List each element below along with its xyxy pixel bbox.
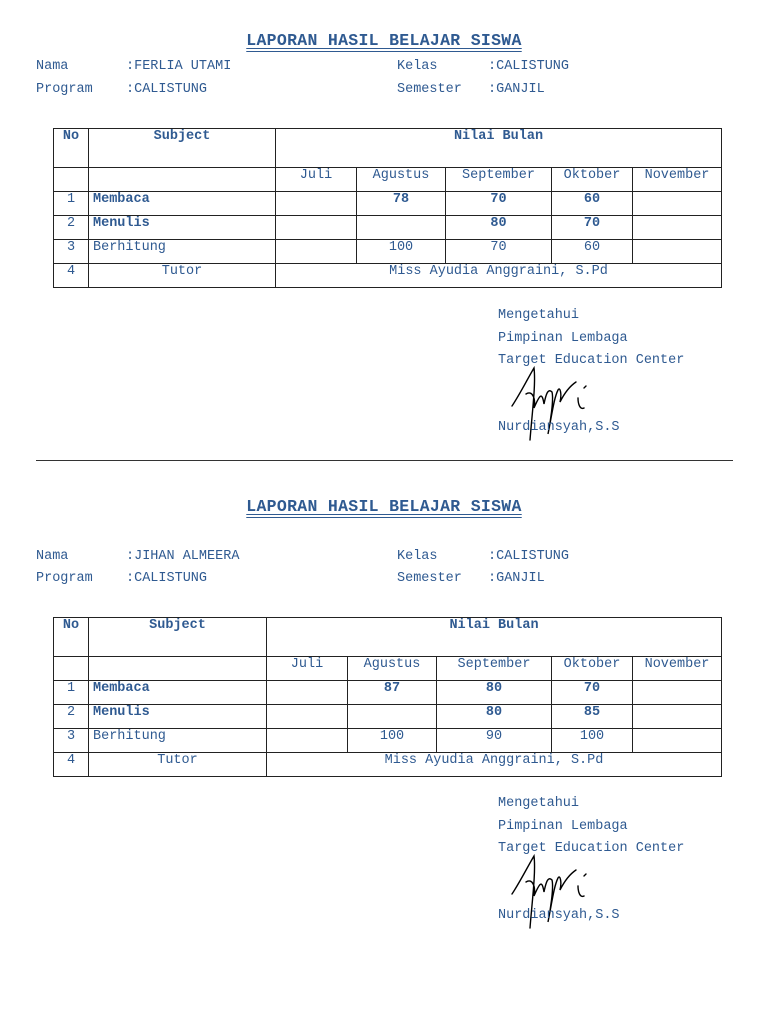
- signer-name: Nurdiansyah,S.S: [498, 908, 620, 923]
- grade-cell: 70: [446, 240, 552, 264]
- row-no: 4: [54, 264, 89, 288]
- grade-cell: [633, 192, 722, 216]
- row-subject: Membaca: [89, 192, 276, 216]
- table-row: [54, 681, 722, 705]
- table-row-tutor: [54, 264, 722, 288]
- table-row: [54, 216, 722, 240]
- table-row: [54, 729, 722, 753]
- program-value: :CALISTUNG: [126, 82, 208, 97]
- empty-cell: [54, 657, 89, 681]
- kelas-value: :CALISTUNG: [488, 59, 570, 74]
- semester-value: :GANJIL: [488, 571, 545, 586]
- grade-cell: [357, 216, 446, 240]
- table-row: [54, 240, 722, 264]
- month-header: November: [633, 168, 722, 192]
- grade-cell: [633, 705, 722, 729]
- sign-line-position: Pimpinan Lembaga: [498, 330, 628, 346]
- grade-cell: 70: [552, 681, 633, 705]
- tutor-label: Tutor: [89, 753, 267, 777]
- col-header-no: No: [54, 129, 89, 168]
- col-header-no: No: [54, 618, 89, 657]
- table-row: [54, 192, 722, 216]
- grade-cell: 70: [446, 192, 552, 216]
- grade-cell: [276, 216, 357, 240]
- col-header-nilai-bulan: Nilai Bulan: [267, 618, 722, 657]
- empty-cell: [54, 168, 89, 192]
- col-header-nilai-bulan: Nilai Bulan: [276, 129, 722, 168]
- grades-table: [53, 617, 722, 777]
- sign-line-mengetahui: Mengetahui: [498, 796, 580, 811]
- table-row: [54, 705, 722, 729]
- nama-value: :FERLIA UTAMI: [126, 59, 232, 74]
- month-header: Oktober: [552, 168, 633, 192]
- grade-cell: 100: [348, 729, 437, 753]
- row-no: 3: [54, 240, 89, 264]
- month-header: November: [633, 657, 722, 681]
- grade-cell: [348, 705, 437, 729]
- grade-cell: 100: [552, 729, 633, 753]
- sign-line-institution: Target Education Center: [498, 353, 685, 368]
- kelas-label: Kelas: [397, 59, 438, 74]
- program-value: :CALISTUNG: [126, 571, 208, 586]
- month-header: Agustus: [348, 657, 437, 681]
- month-header: Juli: [276, 168, 357, 192]
- row-subject: Berhitung: [89, 729, 267, 753]
- grade-cell: [267, 729, 348, 753]
- sign-line-position: Pimpinan Lembaga: [498, 818, 628, 834]
- row-subject: Berhitung: [89, 240, 276, 264]
- grade-cell: 60: [552, 240, 633, 264]
- semester-label: Semester: [397, 82, 462, 97]
- row-no: 2: [54, 216, 89, 240]
- signature-block: [498, 305, 684, 373]
- tutor-name: Miss Ayudia Anggraini, S.Pd: [267, 753, 722, 777]
- row-subject: Menulis: [89, 705, 267, 729]
- month-header: Juli: [267, 657, 348, 681]
- grade-cell: 80: [437, 681, 552, 705]
- row-no: 1: [54, 681, 89, 705]
- month-header: Oktober: [552, 657, 633, 681]
- grade-cell: 87: [348, 681, 437, 705]
- row-no: 1: [54, 192, 89, 216]
- empty-cell: [89, 168, 276, 192]
- grade-cell: 70: [552, 216, 633, 240]
- grade-cell: 80: [446, 216, 552, 240]
- nama-label: Nama: [36, 59, 69, 74]
- grades-table: [53, 128, 722, 288]
- row-subject: Membaca: [89, 681, 267, 705]
- row-no: 2: [54, 705, 89, 729]
- grade-cell: 60: [552, 192, 633, 216]
- program-label: Program: [36, 82, 93, 97]
- grade-cell: [633, 729, 722, 753]
- grade-cell: [276, 192, 357, 216]
- empty-cell: [89, 657, 267, 681]
- sign-line-institution: Target Education Center: [498, 841, 685, 856]
- nama-label: Nama: [36, 549, 69, 564]
- col-header-subject: Subject: [89, 129, 276, 168]
- grade-cell: [276, 240, 357, 264]
- semester-label: Semester: [397, 571, 462, 586]
- row-subject: Menulis: [89, 216, 276, 240]
- table-row-tutor: [54, 753, 722, 777]
- kelas-value: :CALISTUNG: [488, 549, 570, 564]
- row-no: 3: [54, 729, 89, 753]
- nama-value: :JIHAN ALMEERA: [126, 549, 240, 564]
- month-header: Agustus: [357, 168, 446, 192]
- kelas-label: Kelas: [397, 549, 438, 564]
- grade-cell: 90: [437, 729, 552, 753]
- signature-block: [498, 793, 684, 861]
- signer-name: Nurdiansyah,S.S: [498, 420, 620, 435]
- grade-cell: 80: [437, 705, 552, 729]
- col-header-subject: Subject: [89, 618, 267, 657]
- report-title: LAPORAN HASIL BELAJAR SISWA: [246, 497, 522, 516]
- program-label: Program: [36, 571, 93, 586]
- grade-cell: 85: [552, 705, 633, 729]
- semester-value: :GANJIL: [488, 82, 545, 97]
- grade-cell: 78: [357, 192, 446, 216]
- grade-cell: [633, 216, 722, 240]
- tutor-name: Miss Ayudia Anggraini, S.Pd: [276, 264, 722, 288]
- sign-line-mengetahui: Mengetahui: [498, 308, 580, 323]
- section-divider: [36, 460, 733, 461]
- grade-cell: [267, 681, 348, 705]
- tutor-label: Tutor: [89, 264, 276, 288]
- grade-cell: [633, 240, 722, 264]
- grade-cell: [267, 705, 348, 729]
- row-no: 4: [54, 753, 89, 777]
- grade-cell: [633, 681, 722, 705]
- month-header: September: [446, 168, 552, 192]
- report-title: LAPORAN HASIL BELAJAR SISWA: [246, 31, 522, 50]
- grade-cell: 100: [357, 240, 446, 264]
- month-header: September: [437, 657, 552, 681]
